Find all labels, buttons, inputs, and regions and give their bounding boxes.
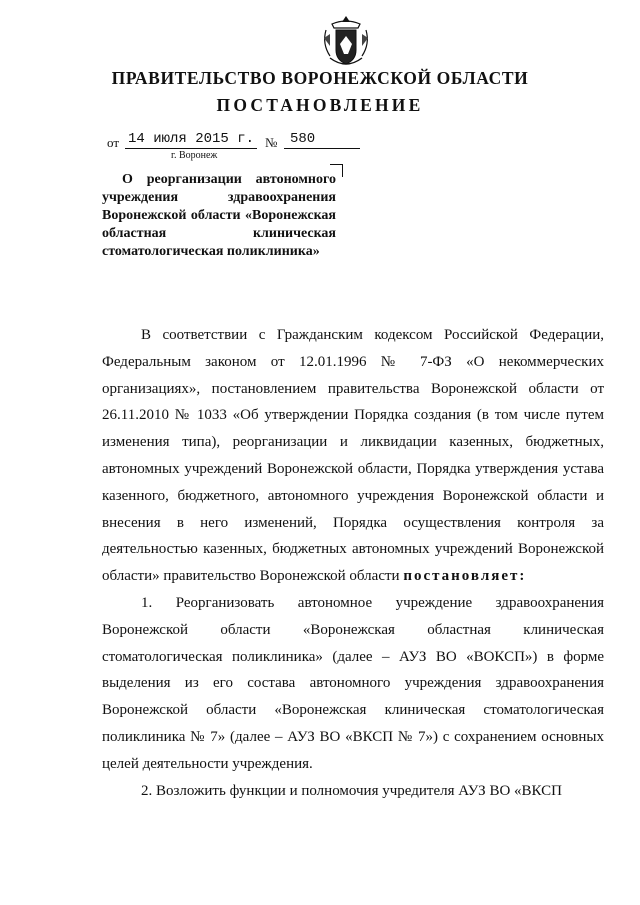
- preamble-paragraph: [102, 322, 604, 590]
- document-type: ПОСТАНОВЛЕНИЕ: [216, 95, 424, 115]
- preamble-text: В соответствии с Гражданским кодексом Российской Федерации, Федеральным законом от 12.01.1996 № 7-ФЗ «О некоммерческих организациях», постановлением правительства Воронежской области от 26.11.2010 № 1033 «Об утверждении Порядка создания (в том числе путем изменения типа), реорганизации и ликвидации казенных, бюджетных, автономных учреждений Воронежской области, Порядка утверждения устава казенного, бюджетного, автономного учреждения Воронежской области и внесения в него изменений, Порядка осуществления контроля за деятельностью казенных, бюджетных автономных учреждений Воронежской области» правительство Воронежской области: [102, 327, 604, 585]
- document-number: 580: [284, 131, 360, 149]
- document-title: [102, 171, 336, 261]
- document-date: 14 июля 2015 г.: [125, 131, 257, 149]
- title-text: О реорганизации автономного учреждения здравоохранения Воронежской области «Воронежская областная клиническая стоматологическая поликлиника»: [102, 172, 336, 259]
- item-1-paragraph: 1. Реорганизовать автономное учреждение здравоохранения Воронежской области «Воронежская областная клиническая стоматологическая поликлиника» (далее – АУЗ ВО «ВОКСП») в форме выделения из его состава автономного учреждения здравоохранения Воронежской области «Воронежская клиническая стоматологическая поликлиника № 7» (далее – АУЗ ВО «ВКСП № 7») с сохранением основных целей деятельности учреждения.: [102, 594, 604, 772]
- number-prefix: №: [265, 135, 278, 150]
- city-label: г. Воронеж: [171, 150, 218, 161]
- decree-verb: постановляет:: [403, 568, 527, 585]
- date-prefix: от: [107, 135, 120, 150]
- item-2-paragraph: 2. Возложить функции и полномочия учредителя АУЗ ВО «ВКСП: [141, 782, 563, 799]
- document-body: [102, 322, 604, 804]
- government-name: ПРАВИТЕЛЬСТВО ВОРОНЕЖСКОЙ ОБЛАСТИ: [111, 68, 529, 88]
- date-number-line: [107, 131, 367, 167]
- coat-of-arms-icon: [320, 14, 372, 72]
